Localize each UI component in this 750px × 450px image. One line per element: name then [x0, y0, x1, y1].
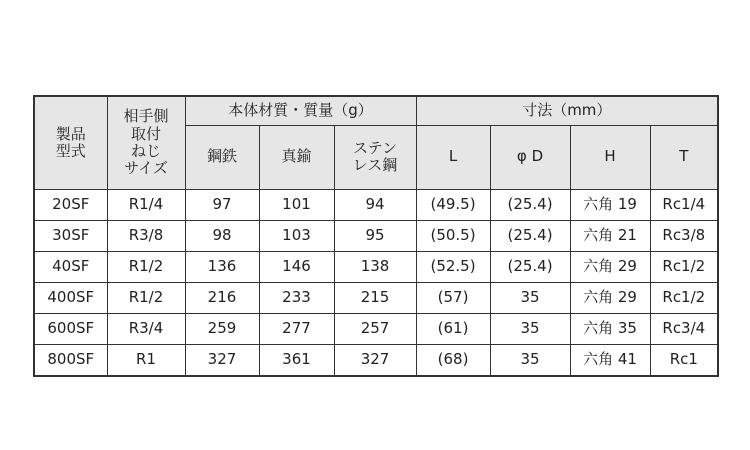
cell-stainless: 95 [334, 220, 416, 251]
cell-thread: R1/2 [107, 282, 185, 313]
cell-D: (25.4) [490, 189, 570, 220]
table-row [34, 251, 718, 282]
header-model: 製品 型式 [34, 96, 107, 189]
header-material-mass: 本体材質・質量（g） [185, 96, 416, 125]
cell-L: (52.5) [416, 251, 490, 282]
cell-steel: 216 [185, 282, 259, 313]
cell-model: 30SF [34, 220, 107, 251]
table-row [34, 313, 718, 344]
spec-table [33, 95, 719, 377]
cell-L: (61) [416, 313, 490, 344]
table-row [34, 220, 718, 251]
cell-H: 六角 21 [570, 220, 650, 251]
cell-model: 800SF [34, 344, 107, 376]
cell-T: Rc1/2 [650, 251, 718, 282]
cell-brass: 361 [259, 344, 334, 376]
cell-T: Rc1/4 [650, 189, 718, 220]
cell-T: Rc1 [650, 344, 718, 376]
cell-stainless: 138 [334, 251, 416, 282]
cell-T: Rc3/8 [650, 220, 718, 251]
cell-D: 35 [490, 344, 570, 376]
cell-L: (49.5) [416, 189, 490, 220]
cell-H: 六角 41 [570, 344, 650, 376]
cell-steel: 259 [185, 313, 259, 344]
cell-D: (25.4) [490, 251, 570, 282]
cell-stainless: 257 [334, 313, 416, 344]
header-T: T [650, 125, 718, 189]
cell-steel: 98 [185, 220, 259, 251]
cell-brass: 233 [259, 282, 334, 313]
cell-brass: 101 [259, 189, 334, 220]
cell-brass: 277 [259, 313, 334, 344]
table-row [34, 189, 718, 220]
table-row [34, 344, 718, 376]
header-stainless: ステン レス鋼 [334, 125, 416, 189]
cell-H: 六角 19 [570, 189, 650, 220]
cell-L: (50.5) [416, 220, 490, 251]
header-dimensions: 寸法（mm） [416, 96, 718, 125]
cell-T: Rc3/4 [650, 313, 718, 344]
cell-steel: 97 [185, 189, 259, 220]
cell-D: (25.4) [490, 220, 570, 251]
cell-stainless: 215 [334, 282, 416, 313]
header-D: φ D [490, 125, 570, 189]
cell-D: 35 [490, 313, 570, 344]
cell-thread: R3/8 [107, 220, 185, 251]
cell-L: (68) [416, 344, 490, 376]
header-steel: 鋼鉄 [185, 125, 259, 189]
cell-brass: 146 [259, 251, 334, 282]
cell-steel: 327 [185, 344, 259, 376]
header-L: L [416, 125, 490, 189]
header-H: H [570, 125, 650, 189]
cell-model: 400SF [34, 282, 107, 313]
cell-stainless: 94 [334, 189, 416, 220]
table-row [34, 282, 718, 313]
cell-L: (57) [416, 282, 490, 313]
cell-model: 600SF [34, 313, 107, 344]
cell-D: 35 [490, 282, 570, 313]
cell-thread: R1 [107, 344, 185, 376]
cell-H: 六角 29 [570, 251, 650, 282]
cell-brass: 103 [259, 220, 334, 251]
spec-table-container [33, 95, 719, 377]
header-thread-size: 相手側 取付 ねじ サイズ [107, 96, 185, 189]
cell-thread: R1/2 [107, 251, 185, 282]
cell-T: Rc1/2 [650, 282, 718, 313]
cell-stainless: 327 [334, 344, 416, 376]
cell-model: 20SF [34, 189, 107, 220]
cell-steel: 136 [185, 251, 259, 282]
header-brass: 真鍮 [259, 125, 334, 189]
cell-H: 六角 29 [570, 282, 650, 313]
cell-model: 40SF [34, 251, 107, 282]
cell-thread: R1/4 [107, 189, 185, 220]
cell-H: 六角 35 [570, 313, 650, 344]
cell-thread: R3/4 [107, 313, 185, 344]
